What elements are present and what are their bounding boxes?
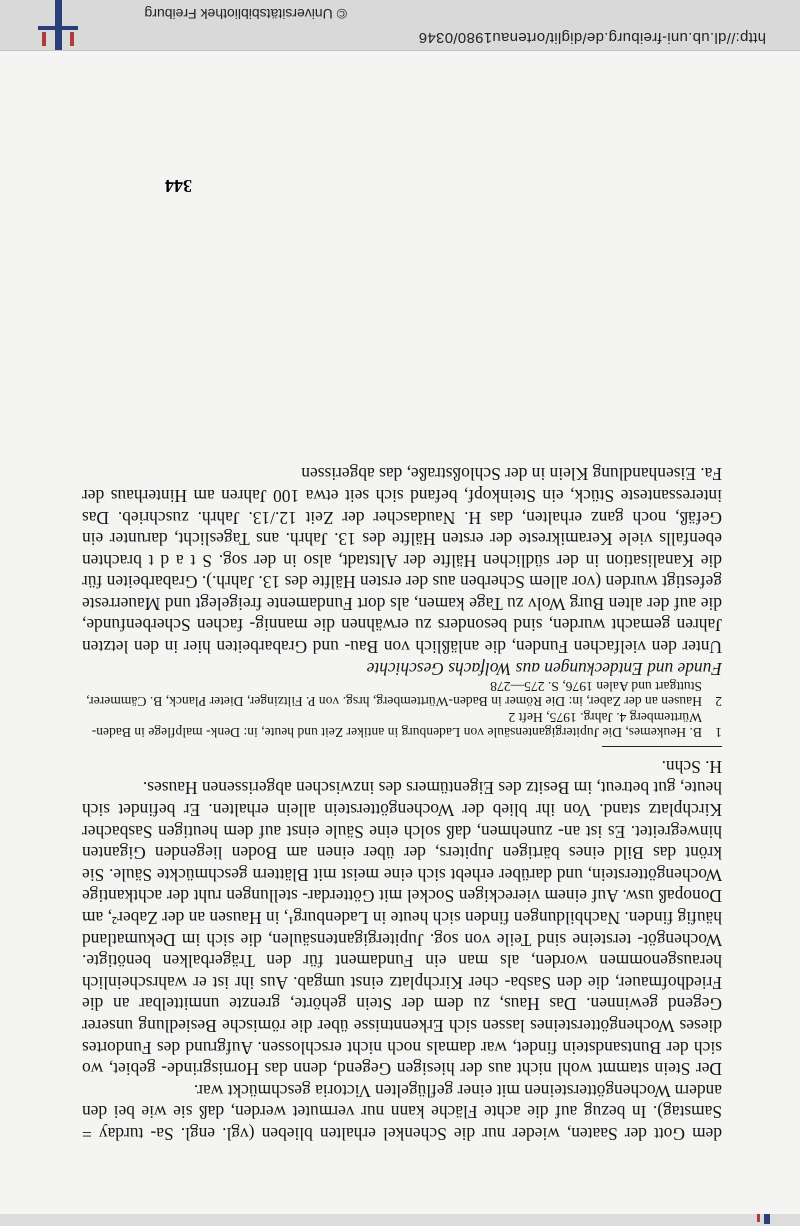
viewer-top-strip	[0, 1214, 800, 1226]
footnotes	[82, 679, 722, 741]
paragraph-2: Der Stein stammt wohl nicht aus der hiesigen Gegend, denn das Hornisgrinde- gebiet, wo sich der Buntsandstein findet, war damals noch nicht erschlossen. Aufgrund des Fundortes dieses Wochengöttersteines lassen sich Erkenntnisse über die römische Besiedlung unserer Gegend gewinnen. Das Haus, zu dem der Stein gehörte, grenzte unmittelbar an die Friedhofmauer, die den Sasba- cher Kirchplatz einst umgab. Aus ihr ist er wahrscheinlich herausgenommen worden, als man ein Fundament für den Trägerbalken benötigte. Wochengöt- tersteine sind Teile von sog. Jupitergigantensäulen, die sich im Dekumatland häufig finden. Nachbildungen finden sich heute in Ladenburg¹, in Hausen an der Zaber², am Donopaß usw. Auf einem viereckigen Sockel mit Götterdar- stellungen ruht der achtkantige Wochengötterstein, und darüber erhebt sich eine meist mit Blättern geschmückte Säule. Sie krönt das Bild eines bärtigen Jupiters, der über einen am Boden liegenden Giganten hinwegreitet. Es ist an- zunehmen, daß solch eine Säule einst auf dem heutigen Sasbacher Kirchplatz stand. Von ihr blieb der Wochengötterstein allein erhalten. Er befindet sich heute, gut betreut, im Besitz des Eigentümers des inzwischen abgerissenen Hauses.	[82, 778, 722, 1080]
copyright-notice: © Universitätsbibliothek Freiburg	[144, 6, 347, 22]
viewer-mark	[764, 1214, 770, 1224]
footnote-number: 1	[715, 725, 722, 741]
book-page	[82, 463, 722, 1144]
paragraph-1: dem Gott der Saaten, wieder nur die Schenkel erhalten blieben (vgl. engl. Sa- turday = Samstag). In bezug auf die achte Fläche kann nur vermutet werden, daß sie wie bei den andern Wochengöttersteinen mit einer geflügelten Victoria geschmückt war.	[82, 1080, 722, 1144]
page-number: 344	[165, 176, 192, 196]
author-signature: H. Schn.	[661, 756, 722, 777]
source-url-link[interactable]: http://dl.ub.uni-freiburg.de/diglit/ortenau1980/0346	[418, 29, 766, 46]
footnote	[82, 710, 722, 741]
ub-freiburg-logo-icon	[28, 0, 88, 50]
footnote-text: B. Heukemes, Die Jupitergigantensäule von Ladenburg in antiker Zeit und heute, in: Denk- malpflege in Baden-Württemberg 4. Jahrg. 1975, Heft 2	[91, 709, 702, 741]
footnote	[82, 679, 722, 710]
viewer-footer-bar	[0, 0, 800, 51]
paragraph-3: Unter den vielfachen Funden, die anläßlich von Bau- und Grabarbeiten hier in den letzten Jahren gemacht wurden, sind besonders zu erwähnen die mannig- fachen Scherbenfunde, die auf der alten Burg Wolv zu Tage kamen, als dort Fundamente freigelegt und Mauerreste gefestigt wurden (vor allem Scherben aus der ersten Hälfte des 13. Jahrh.). Grabarbeiten für die Kanalisation in der südlichen Hälfte der Altstadt, also in der sog. S t a d t brachten ebenfalls viele Keramikreste der ersten Hälfte des 13. Jahrh. ans Tageslicht, darunter ein Gefäß, noch ganz erhalten, das H. Naudascher der Zeit 12./13. Jahrh. zuschrieb. Das interessanteste Stück, ein Steinkopf, befand sich seit etwa 100 Jahren am Hinterhaus der Fa. Eisenhandlung Klein in der Schloßstraße, das abgerissen	[81, 464, 722, 658]
viewer-mark-red	[757, 1214, 760, 1222]
footnote-rule	[602, 746, 722, 747]
footnote-number: 2	[715, 694, 722, 710]
section-heading: Funde und Entdeckungen aus Wolfachs Geschichte	[366, 658, 722, 679]
footnote-text: Hausen an der Zaber, in: Die Römer in Baden-Württemberg, hrsg. von P. Filtzinger, Dieter Planck, B. Cämmerer, Stuttgart und Aalen 1976, S. 275—278	[86, 679, 702, 710]
